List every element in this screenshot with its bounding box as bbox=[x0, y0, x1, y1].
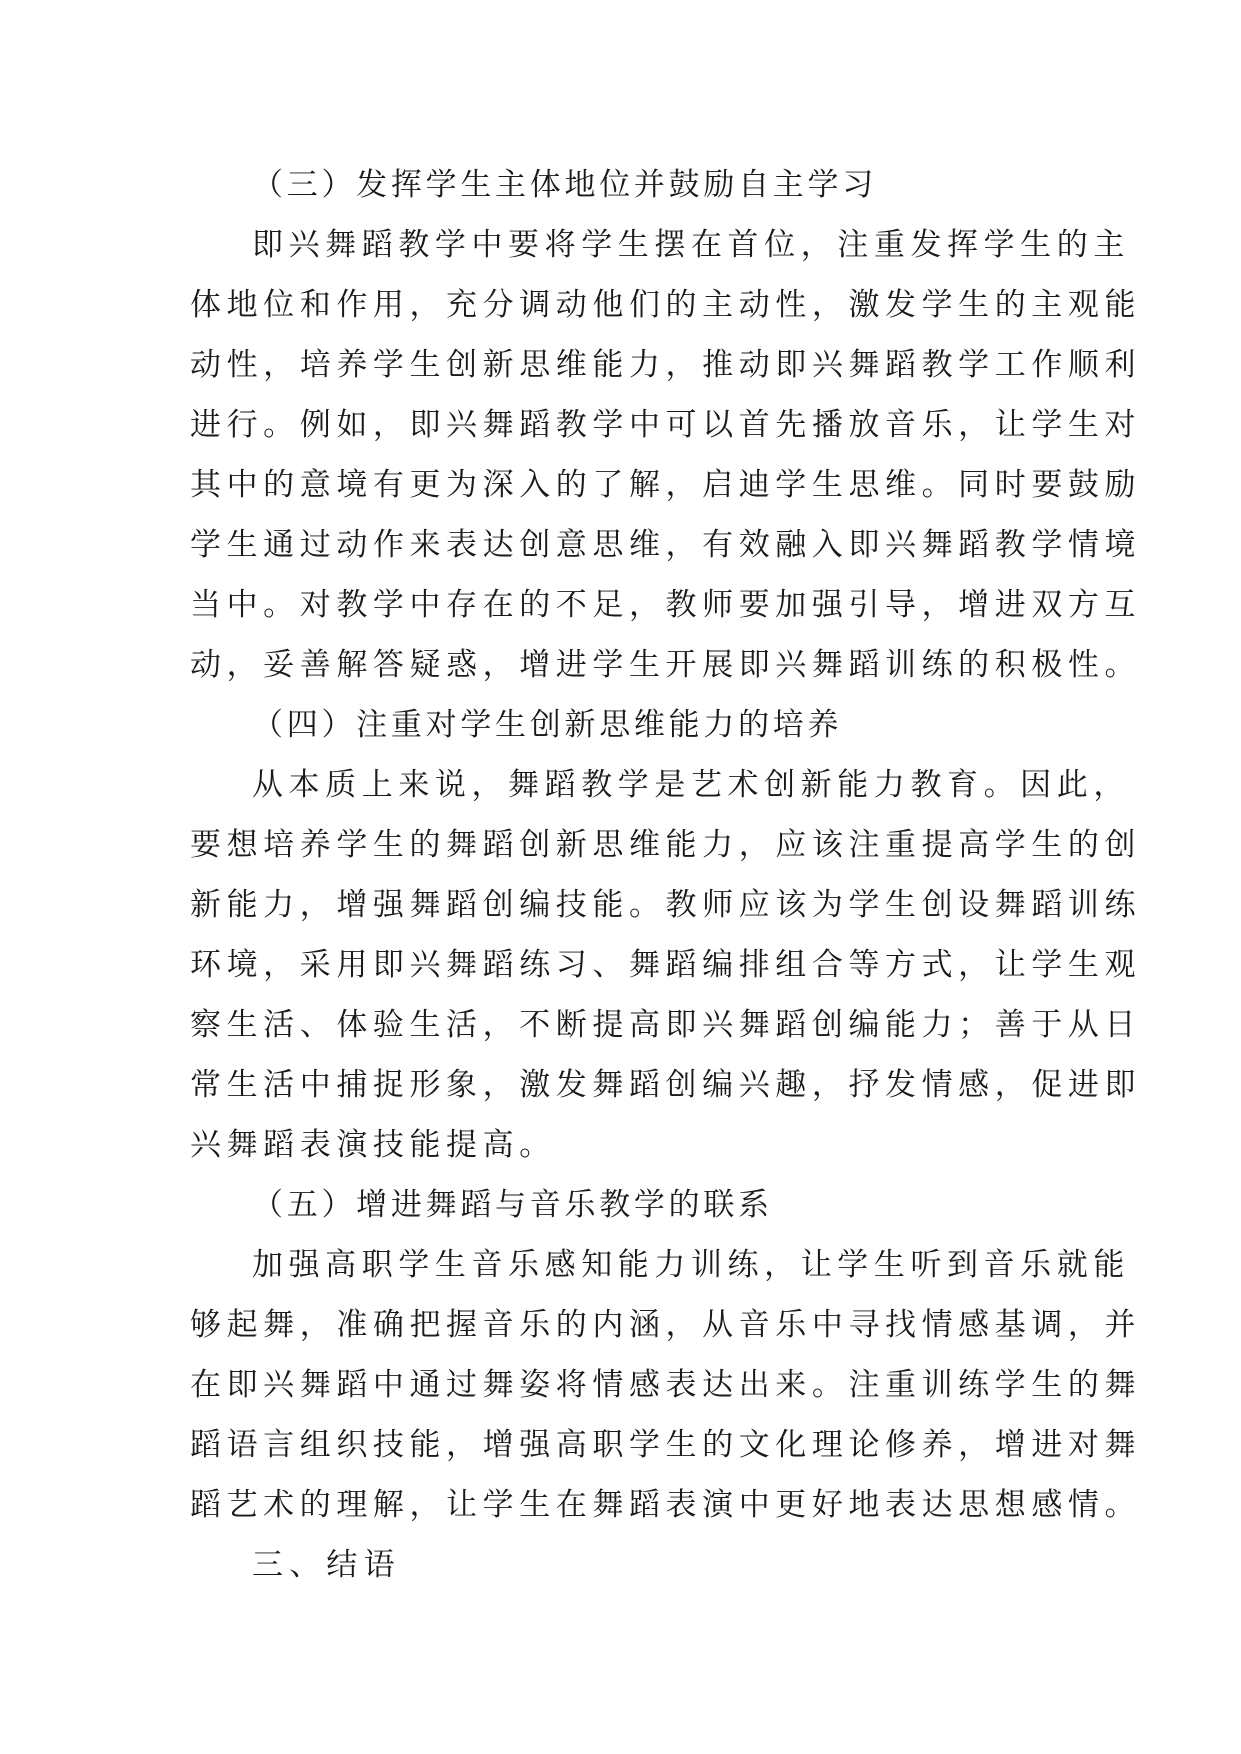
paragraph-line: 环境，采用即兴舞蹈练习、舞蹈编排组合等方式，让学生观 bbox=[190, 947, 1142, 983]
paragraph-line: 动性，培养学生创新思维能力，推动即兴舞蹈教学工作顺利 bbox=[190, 347, 1142, 383]
paragraph-line: 加强高职学生音乐感知能力训练，让学生听到音乐就能 bbox=[252, 1247, 1130, 1283]
paragraph-line: 常生活中捕捉形象，激发舞蹈创编兴趣，抒发情感，促进即 bbox=[190, 1067, 1142, 1103]
subheading-4: （四）注重对学生创新思维能力的培养 bbox=[252, 707, 843, 743]
paragraph-line: 从本质上来说，舞蹈教学是艺术创新能力教育。因此， bbox=[252, 767, 1130, 803]
paragraph-line: 蹈艺术的理解，让学生在舞蹈表演中更好地表达思想感情。 bbox=[190, 1487, 1142, 1523]
subheading-3: （三）发挥学生主体地位并鼓励自主学习 bbox=[252, 167, 877, 203]
paragraph-line: 学生通过动作来表达创意思维，有效融入即兴舞蹈教学情境 bbox=[190, 527, 1142, 563]
paragraph-line: 动，妥善解答疑惑，增进学生开展即兴舞蹈训练的积极性。 bbox=[190, 647, 1142, 683]
paragraph-line: 要想培养学生的舞蹈创新思维能力，应该注重提高学生的创 bbox=[190, 827, 1142, 863]
subheading-5: （五）增进舞蹈与音乐教学的联系 bbox=[252, 1187, 773, 1223]
paragraph-line: 进行。例如，即兴舞蹈教学中可以首先播放音乐，让学生对 bbox=[190, 407, 1142, 443]
paragraph-line: 体地位和作用，充分调动他们的主动性，激发学生的主观能 bbox=[190, 287, 1142, 323]
section-heading-conclusion: 三、结语 bbox=[252, 1547, 401, 1583]
paragraph-3 bbox=[190, 1235, 1142, 1535]
paragraph-line: 蹈语言组织技能，增强高职学生的文化理论修养，增进对舞 bbox=[190, 1427, 1142, 1463]
paragraph-line: 其中的意境有更为深入的了解，启迪学生思维。同时要鼓励 bbox=[190, 467, 1142, 503]
paragraph-line: 察生活、体验生活，不断提高即兴舞蹈创编能力；善于从日 bbox=[190, 1007, 1142, 1043]
paragraph-line: 兴舞蹈表演技能提高。 bbox=[190, 1127, 556, 1163]
paragraph-1 bbox=[190, 215, 1142, 695]
paragraph-line: 在即兴舞蹈中通过舞姿将情感表达出来。注重训练学生的舞 bbox=[190, 1367, 1142, 1403]
paragraph-2 bbox=[190, 755, 1142, 1175]
paragraph-line: 够起舞，准确把握音乐的内涵，从音乐中寻找情感基调，并 bbox=[190, 1307, 1142, 1343]
paragraph-line: 即兴舞蹈教学中要将学生摆在首位，注重发挥学生的主 bbox=[252, 227, 1130, 263]
document-body bbox=[190, 155, 1142, 1595]
paragraph-line: 当中。对教学中存在的不足，教师要加强引导，增进双方互 bbox=[190, 587, 1142, 623]
paragraph-line: 新能力，增强舞蹈创编技能。教师应该为学生创设舞蹈训练 bbox=[190, 887, 1142, 923]
